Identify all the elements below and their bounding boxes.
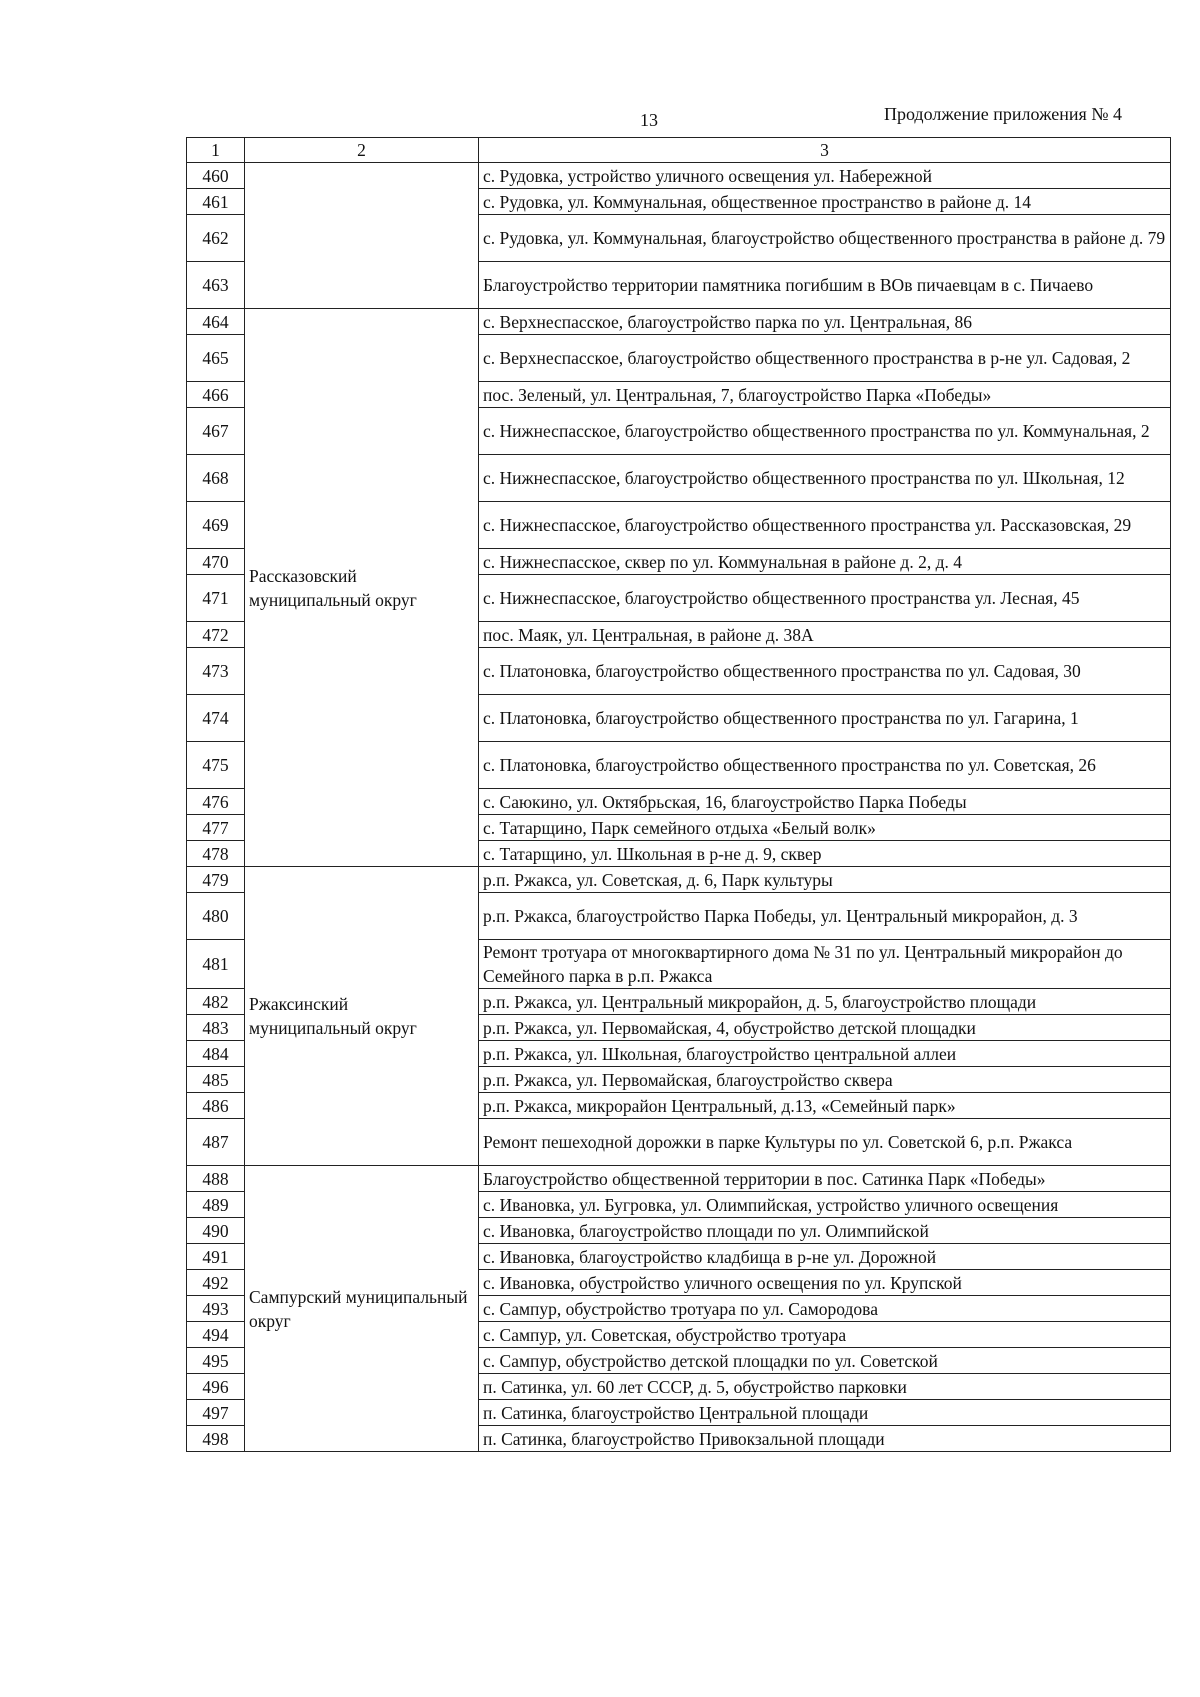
project-description: р.п. Ржакса, микрорайон Центральный, д.13, «Семейный парк» (479, 1093, 1171, 1119)
row-number: 492 (187, 1270, 245, 1296)
project-description: р.п. Ржакса, ул. Школьная, благоустройство центральной аллеи (479, 1041, 1171, 1067)
table-row (187, 309, 1171, 335)
project-description: Благоустройство территории памятника погибшим в ВОв пичаевцам в с. Пичаево (479, 262, 1171, 309)
district-name: Рассказовский муниципальный округ (245, 309, 479, 867)
row-number: 462 (187, 215, 245, 262)
row-number: 464 (187, 309, 245, 335)
project-description: с. Ивановка, обустройство уличного освещения по ул. Крупской (479, 1270, 1171, 1296)
page-number: 13 (640, 110, 658, 130)
row-number: 482 (187, 989, 245, 1015)
continuation-title: Продолжение приложения № 4 (883, 104, 1122, 124)
row-number: 463 (187, 262, 245, 309)
project-description: с. Саюкино, ул. Октябрьская, 16, благоустройство Парка Победы (479, 789, 1171, 815)
project-description: р.п. Ржакса, благоустройство Парка Победы, ул. Центральный микрорайон, д. 3 (479, 893, 1171, 940)
row-number: 481 (187, 940, 245, 989)
project-description: с. Платоновка, благоустройство общественного пространства по ул. Гагарина, 1 (479, 695, 1171, 742)
project-description: с. Ивановка, благоустройство кладбища в р-не ул. Дорожной (479, 1244, 1171, 1270)
project-description: пос. Маяк, ул. Центральная, в районе д. 38А (479, 622, 1171, 648)
row-number: 466 (187, 382, 245, 408)
row-number: 470 (187, 549, 245, 575)
project-description: с. Нижнеспасское, благоустройство общественного пространства по ул. Коммунальная, 2 (479, 408, 1171, 455)
row-number: 493 (187, 1296, 245, 1322)
project-description: с. Рудовка, устройство уличного освещения ул. Набережной (479, 163, 1171, 189)
table-body (187, 163, 1171, 1452)
row-number: 468 (187, 455, 245, 502)
project-description: с. Верхнеспасское, благоустройство парка по ул. Центральная, 86 (479, 309, 1171, 335)
row-number: 471 (187, 575, 245, 622)
row-number: 484 (187, 1041, 245, 1067)
project-description: с. Рудовка, ул. Коммунальная, благоустройство общественного пространства в районе д. 79 (479, 215, 1171, 262)
project-description: п. Сатинка, ул. 60 лет СССР, д. 5, обустройство парковки (479, 1374, 1171, 1400)
row-number: 487 (187, 1119, 245, 1166)
row-number: 461 (187, 189, 245, 215)
project-description: с. Рудовка, ул. Коммунальная, общественное пространство в районе д. 14 (479, 189, 1171, 215)
row-number: 488 (187, 1166, 245, 1192)
district-name: Ржаксинский муниципальный округ (245, 867, 479, 1166)
row-number: 485 (187, 1067, 245, 1093)
project-description: Ремонт тротуара от многоквартирного дома № 31 по ул. Центральный микрорайон до Семейного парка в р.п. Ржакса (479, 940, 1171, 989)
project-description: с. Ивановка, ул. Бугровка, ул. Олимпийская, устройство уличного освещения (479, 1192, 1171, 1218)
district-name (245, 163, 479, 309)
row-number: 476 (187, 789, 245, 815)
table-row (187, 163, 1171, 189)
row-number: 491 (187, 1244, 245, 1270)
row-number: 494 (187, 1322, 245, 1348)
project-description: с. Нижнеспасское, благоустройство общественного пространства ул. Лесная, 45 (479, 575, 1171, 622)
district-name: Сампурский муниципальный округ (245, 1166, 479, 1452)
project-description: п. Сатинка, благоустройство Центральной площади (479, 1400, 1171, 1426)
project-description: с. Сампур, обустройство тротуара по ул. Самородова (479, 1296, 1171, 1322)
row-number: 477 (187, 815, 245, 841)
row-number: 486 (187, 1093, 245, 1119)
row-number: 460 (187, 163, 245, 189)
project-description: п. Сатинка, благоустройство Привокзальной площади (479, 1426, 1171, 1452)
row-number: 480 (187, 893, 245, 940)
project-description: с. Сампур, ул. Советская, обустройство тротуара (479, 1322, 1171, 1348)
projects-table (186, 137, 1171, 1452)
row-number: 497 (187, 1400, 245, 1426)
table-row (187, 867, 1171, 893)
column-header: 2 (245, 138, 479, 163)
project-description: с. Татарщино, ул. Школьная в р-не д. 9, сквер (479, 841, 1171, 867)
project-description: Благоустройство общественной территории в пос. Сатинка Парк «Победы» (479, 1166, 1171, 1192)
row-number: 478 (187, 841, 245, 867)
row-number: 469 (187, 502, 245, 549)
row-number: 490 (187, 1218, 245, 1244)
row-number: 479 (187, 867, 245, 893)
project-description: Ремонт пешеходной дорожки в парке Культуры по ул. Советской 6, р.п. Ржакса (479, 1119, 1171, 1166)
table-row (187, 1166, 1171, 1192)
row-number: 472 (187, 622, 245, 648)
row-number: 474 (187, 695, 245, 742)
project-description: с. Верхнеспасское, благоустройство общественного пространства в р-не ул. Садовая, 2 (479, 335, 1171, 382)
row-number: 489 (187, 1192, 245, 1218)
project-description: с. Нижнеспасское, сквер по ул. Коммунальная в районе д. 2, д. 4 (479, 549, 1171, 575)
column-header: 1 (187, 138, 245, 163)
row-number: 498 (187, 1426, 245, 1452)
project-description: с. Сампур, обустройство детской площадки по ул. Советской (479, 1348, 1171, 1374)
row-number: 495 (187, 1348, 245, 1374)
project-description: р.п. Ржакса, ул. Советская, д. 6, Парк культуры (479, 867, 1171, 893)
row-number: 467 (187, 408, 245, 455)
table-header-row (187, 138, 1171, 163)
project-description: с. Нижнеспасское, благоустройство общественного пространства ул. Рассказовская, 29 (479, 502, 1171, 549)
row-number: 483 (187, 1015, 245, 1041)
column-header: 3 (479, 138, 1171, 163)
project-description: с. Татарщино, Парк семейного отдыха «Белый волк» (479, 815, 1171, 841)
project-description: р.п. Ржакса, ул. Первомайская, 4, обустройство детской площадки (479, 1015, 1171, 1041)
project-description: с. Нижнеспасское, благоустройство общественного пространства по ул. Школьная, 12 (479, 455, 1171, 502)
project-description: с. Платоновка, благоустройство общественного пространства по ул. Садовая, 30 (479, 648, 1171, 695)
row-number: 475 (187, 742, 245, 789)
project-description: р.п. Ржакса, ул. Первомайская, благоустройство сквера (479, 1067, 1171, 1093)
row-number: 465 (187, 335, 245, 382)
project-description: с. Ивановка, благоустройство площади по ул. Олимпийской (479, 1218, 1171, 1244)
project-description: с. Платоновка, благоустройство общественного пространства по ул. Советская, 26 (479, 742, 1171, 789)
row-number: 496 (187, 1374, 245, 1400)
project-description: пос. Зеленый, ул. Центральная, 7, благоустройство Парка «Победы» (479, 382, 1171, 408)
project-description: р.п. Ржакса, ул. Центральный микрорайон, д. 5, благоустройство площади (479, 989, 1171, 1015)
row-number: 473 (187, 648, 245, 695)
